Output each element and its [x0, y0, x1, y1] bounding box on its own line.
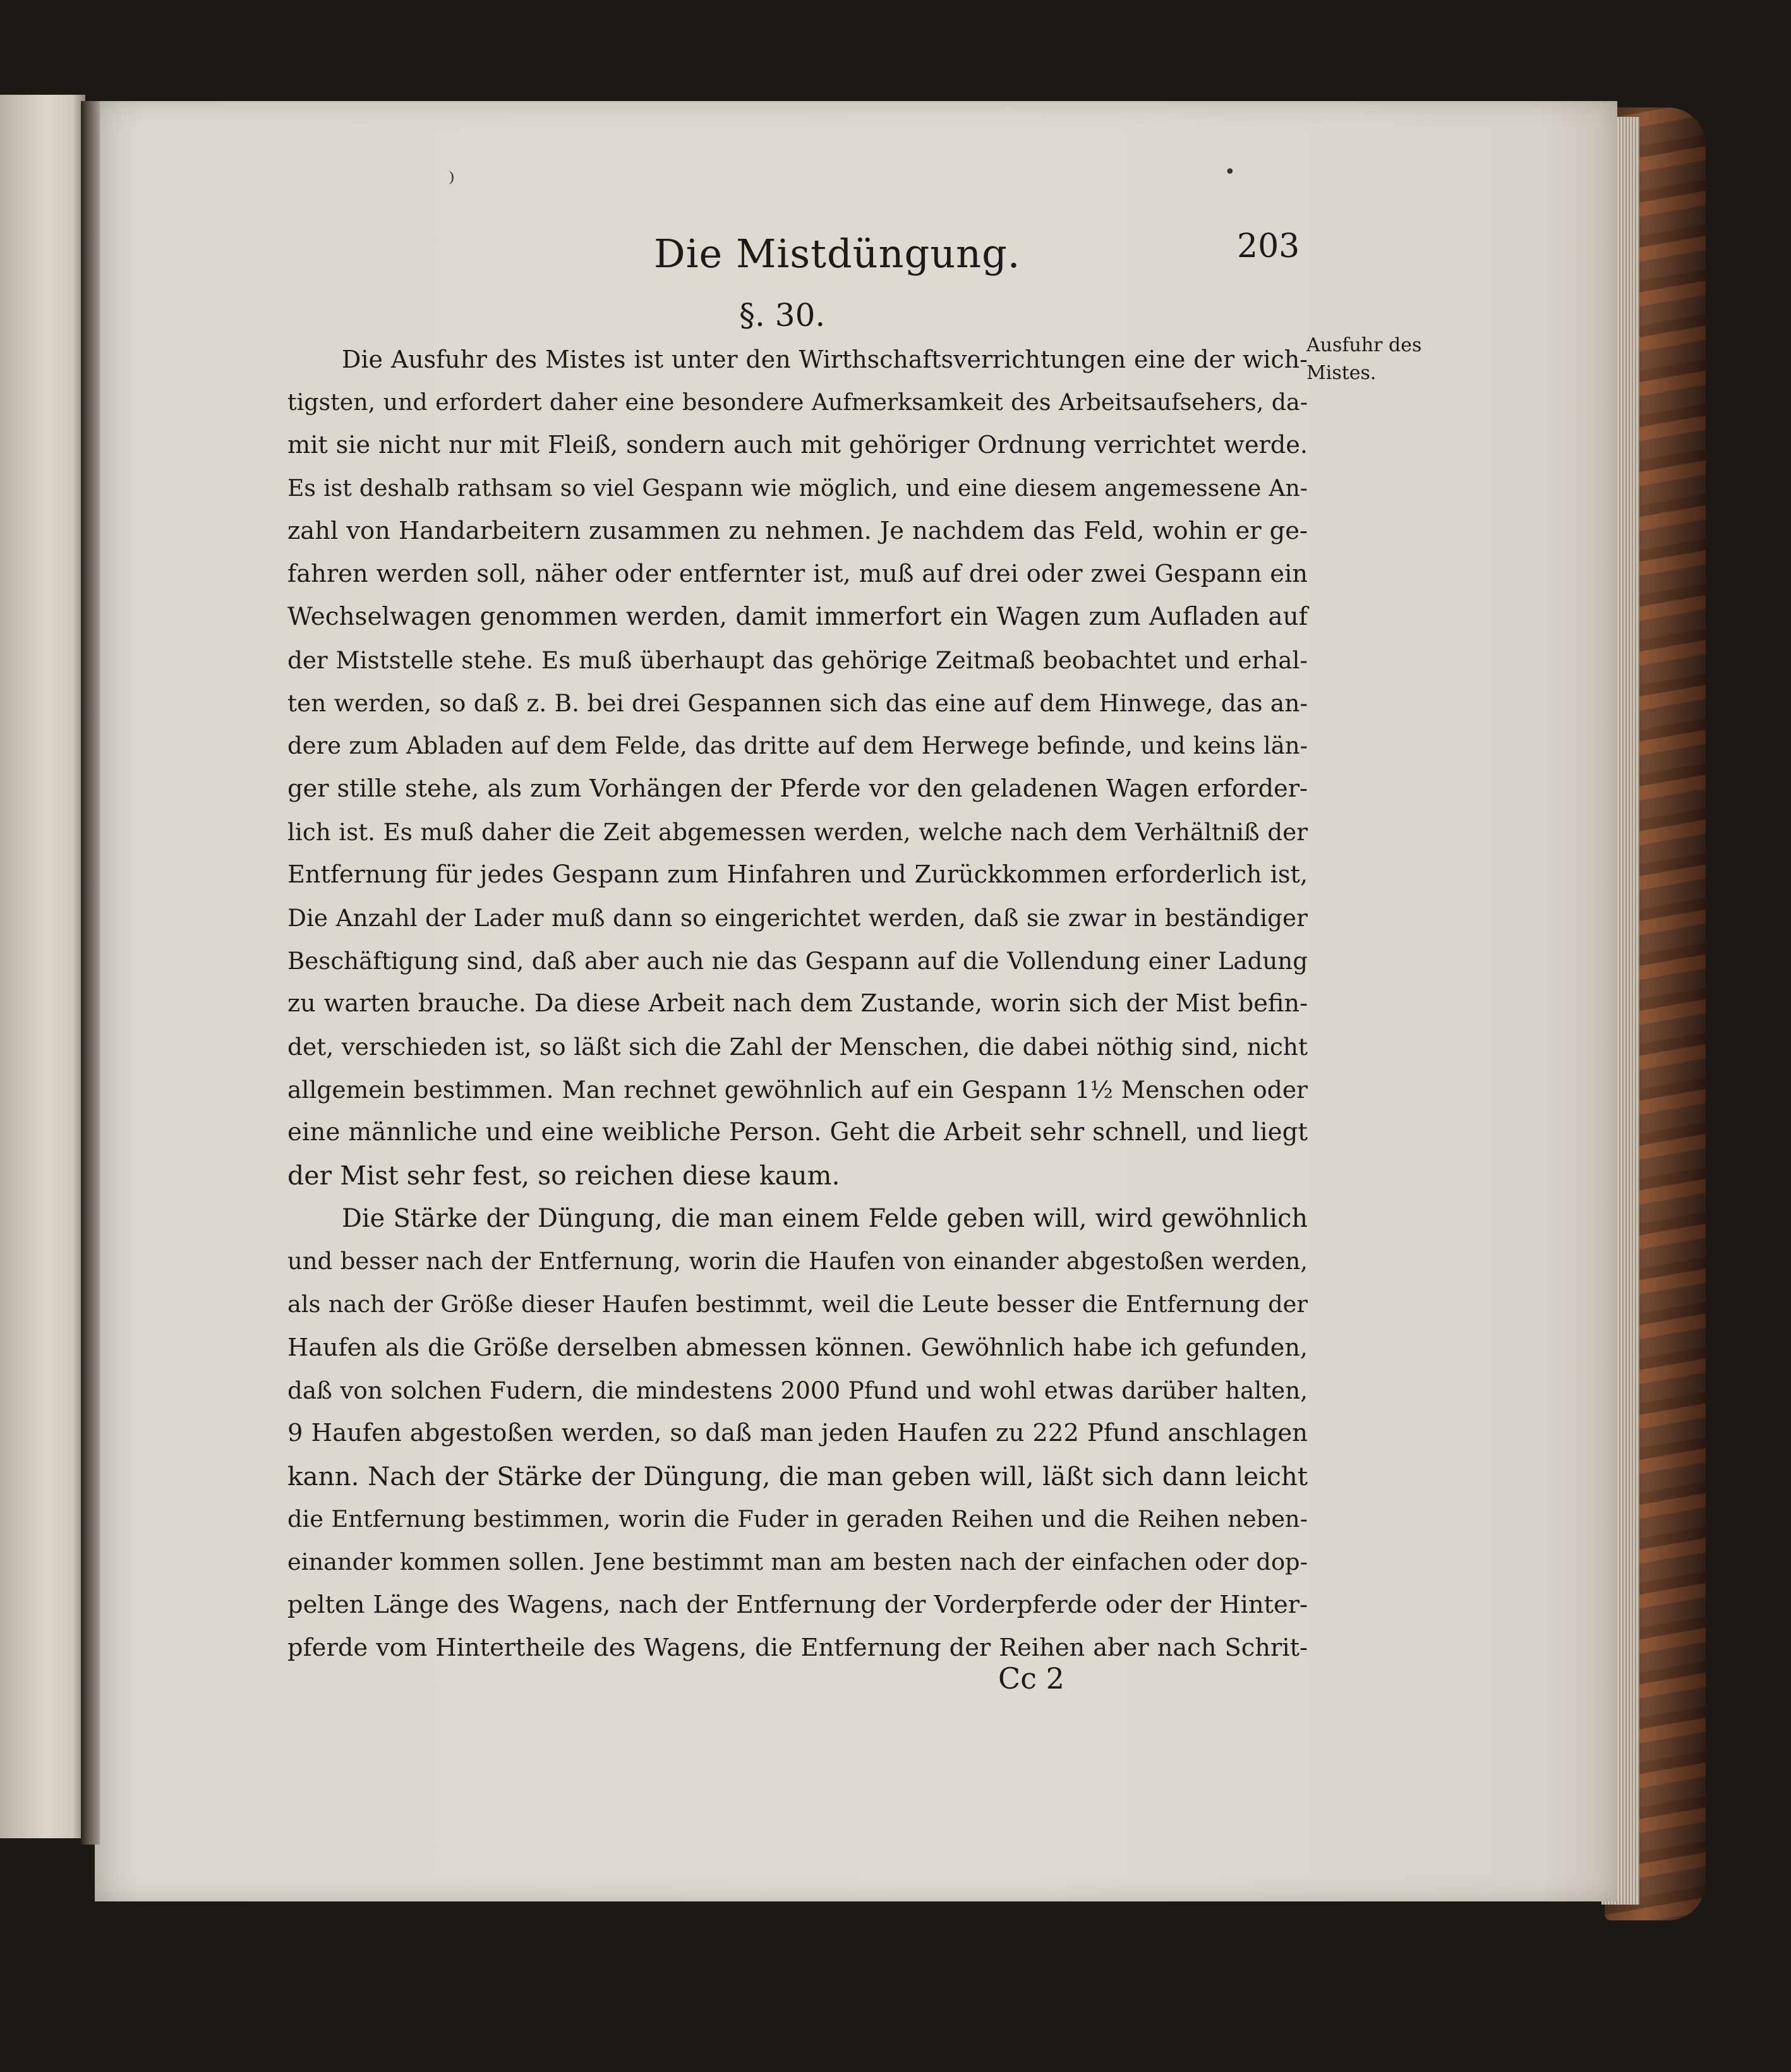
marginal-note — [1306, 332, 1433, 387]
book-gutter — [81, 101, 100, 1845]
text-line: mit sie nicht nur mit Fleiß, sondern auch mit gehöriger Ordnung verrichtet werde. — [287, 431, 1308, 459]
text-line: Entfernung für jedes Gespann zum Hinfahren und Zurückkommen erforderlich ist, — [287, 861, 1308, 889]
text-line: tigsten, und erfordert daher eine besondere Aufmerksamkeit des Arbeitsaufsehers, da- — [287, 388, 1308, 416]
body-text — [287, 338, 1308, 1670]
text-line: Die Stärke der Düngung, die man einem Felde geben will, wird gewöhnlich — [342, 1204, 1308, 1233]
page-number: 203 — [1237, 227, 1300, 265]
text-line: ten werden, so daß z. B. bei drei Gespannen sich das eine auf dem Hinwege, das an- — [287, 689, 1308, 717]
text-line: die Entfernung bestimmen, worin die Fuder in geraden Reihen und die Reihen neben- — [287, 1505, 1308, 1533]
text-line: zu warten brauche. Da diese Arbeit nach dem Zustande, worin sich der Mist befin- — [287, 989, 1308, 1018]
signature-mark: Cc 2 — [998, 1661, 1064, 1696]
text-line: fahren werden soll, näher oder entfernter ist, muß auf drei oder zwei Gespann ein — [287, 560, 1308, 588]
text-line: det, verschieden ist, so läßt sich die Zahl der Menschen, die dabei nöthig sind, nicht — [287, 1033, 1308, 1061]
paragraph-2 — [287, 1197, 1308, 1670]
text-line: ger stille stehe, als zum Vorhängen der Pferde vor den geladenen Wagen erforder- — [287, 774, 1308, 803]
running-title: Die Mistdüngung. — [654, 231, 1021, 277]
paragraph-1 — [287, 338, 1308, 1197]
text-line: Haufen als die Größe derselben abmessen können. Gewöhnlich habe ich gefunden, — [287, 1334, 1308, 1361]
text-line: der Mist sehr fest, so reichen diese kaum. — [287, 1160, 840, 1191]
text-line: pelten Länge des Wagens, nach der Entfernung der Vorderpferde oder der Hinter- — [287, 1591, 1308, 1619]
text-line: der Miststelle stehe. Es muß überhaupt das gehörige Zeitmaß beobachtet und erhal- — [287, 646, 1308, 674]
text-line: und besser nach der Entfernung, worin die Haufen von einander abgestoßen werden, — [287, 1248, 1308, 1275]
text-line: Beschäftigung sind, daß aber auch nie das Gespann auf die Vollendung einer Ladung — [287, 947, 1308, 975]
stray-dot: • — [1224, 161, 1236, 183]
text-line: Es ist deshalb rathsam so viel Gespann wie möglich, und eine diesem angemessene An- — [287, 474, 1308, 502]
facing-page-edge — [0, 95, 85, 1838]
marginal-note-line: Mistes. — [1306, 362, 1377, 384]
text-line: einander kommen sollen. Jene bestimmt man am besten nach der einfachen oder dop- — [287, 1548, 1308, 1575]
text-line: Die Anzahl der Lader muß dann so eingerichtet werden, daß sie zwar in beständiger — [287, 904, 1308, 932]
marginal-note-line: Ausfuhr des — [1306, 334, 1422, 356]
text-line: lich ist. Es muß daher die Zeit abgemessen werden, welche nach dem Verhältniß der — [287, 818, 1308, 846]
text-line: pferde vom Hintertheile des Wagens, die Entfernung der Reihen aber nach Schrit- — [287, 1634, 1308, 1662]
text-line: zahl von Handarbeitern zusammen zu nehmen. Je nachdem das Feld, wohin er ge- — [287, 517, 1308, 545]
text-line: daß von solchen Fudern, die mindestens 2000 Pfund und wohl etwas darüber halten, — [287, 1376, 1308, 1404]
text-line: 9 Haufen abgestoßen werden, so daß man jeden Haufen zu 222 Pfund anschlagen — [287, 1419, 1308, 1447]
section-number: §. 30. — [739, 297, 826, 334]
text-line: allgemein bestimmen. Man rechnet gewöhnlich auf ein Gespann 1½ Menschen oder — [287, 1076, 1308, 1104]
text-line: dere zum Abladen auf dem Felde, das dritte auf dem Herwege befinde, und keins län- — [287, 732, 1308, 759]
text-line: Die Ausfuhr des Mistes ist unter den Wirthschaftsverrichtungen eine der wich- — [342, 346, 1308, 373]
stray-mark: ⁾ — [449, 167, 455, 196]
text-line: als nach der Größe dieser Haufen bestimmt, weil die Leute besser die Entfernung der — [287, 1291, 1308, 1318]
text-line: kann. Nach der Stärke der Düngung, die man geben will, läßt sich dann leicht — [287, 1461, 1308, 1491]
text-line: eine männliche und eine weibliche Person. Geht die Arbeit sehr schnell, und liegt — [287, 1118, 1308, 1147]
text-line: Wechselwagen genommen werden, damit immerfort ein Wagen zum Aufladen auf — [287, 603, 1308, 631]
